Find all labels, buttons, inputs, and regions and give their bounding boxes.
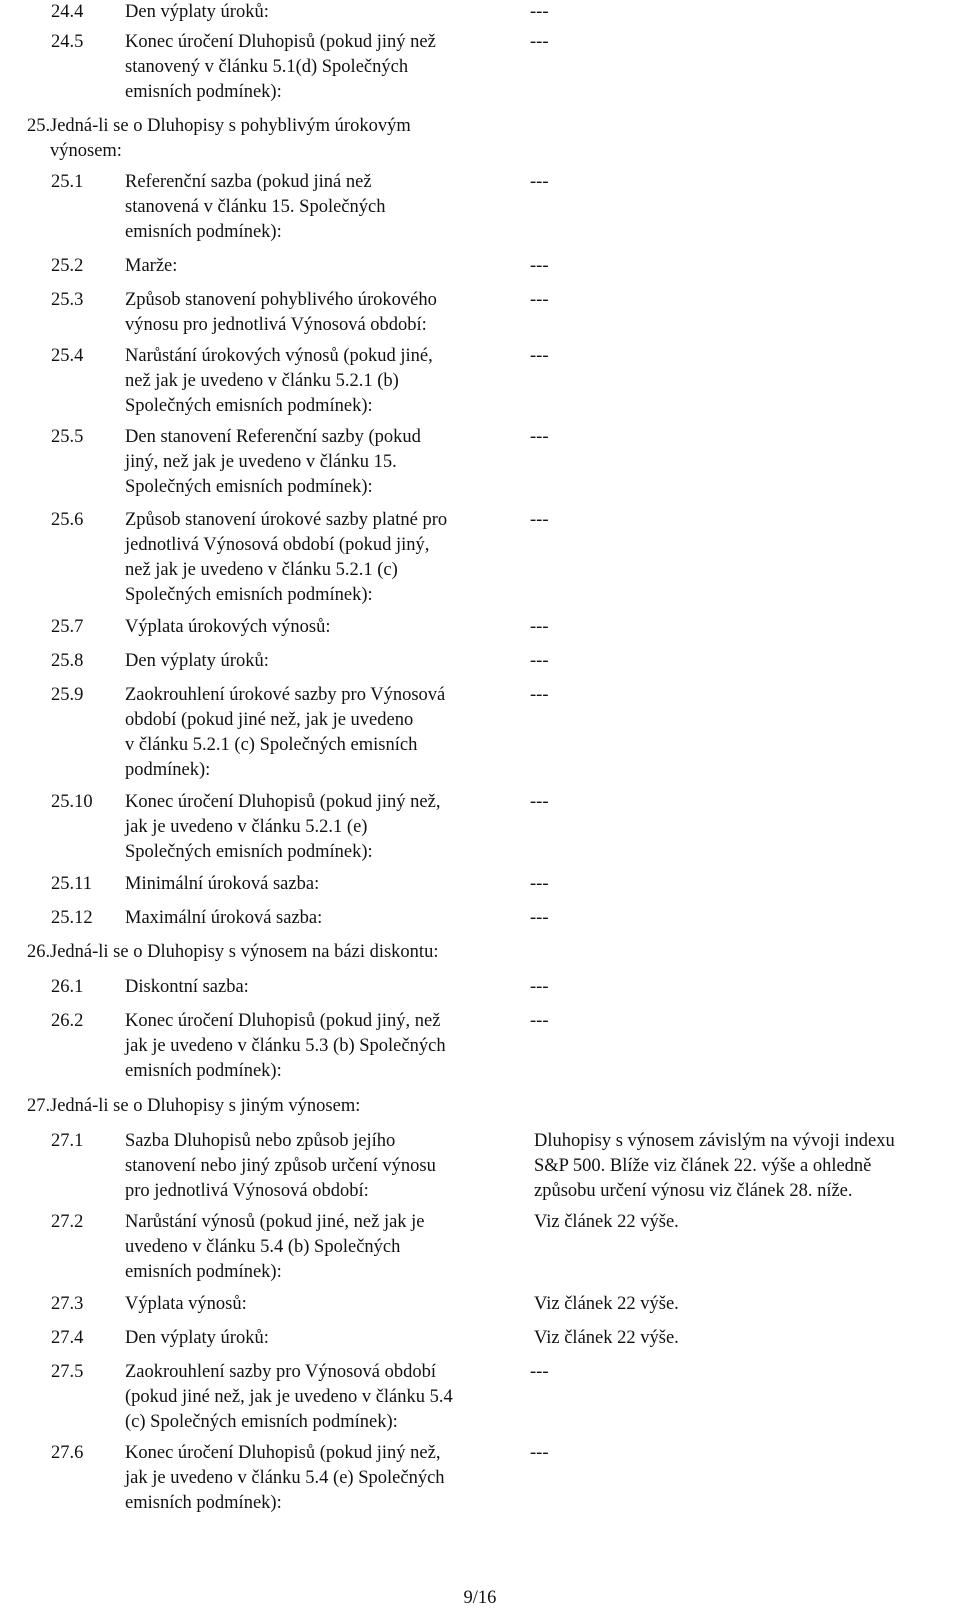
item-label-line: emisních podmínek):: [125, 82, 282, 102]
item-label-line: Jedná-li se o Dluhopisy s výnosem na bázi diskontu:: [50, 942, 439, 962]
item-number: 25.8: [51, 651, 84, 671]
item-label-line: v článku 5.2.1 (c) Společných emisních: [125, 735, 418, 755]
item-label-line: Sazba Dluhopisů nebo způsob jejího: [125, 1131, 396, 1151]
item-label-line: jiný, než jak je uvedeno v článku 15.: [125, 452, 397, 472]
item-number: 25.3: [51, 290, 84, 310]
item-label-line: Den výplaty úroků:: [125, 651, 269, 671]
item-label-line: Společných emisních podmínek):: [125, 477, 373, 497]
item-value: S&P 500. Blíže viz článek 22. výše a ohledně: [534, 1156, 872, 1176]
item-value: ---: [530, 427, 549, 447]
item-number: 24.5: [51, 32, 84, 52]
item-number: 25.11: [51, 874, 92, 894]
item-number: 25.: [27, 116, 51, 136]
item-number: 25.10: [51, 792, 93, 812]
item-number: 27.6: [51, 1443, 84, 1463]
item-number: 27.5: [51, 1362, 84, 1382]
item-value: ---: [530, 685, 549, 705]
item-label-line: Marže:: [125, 256, 178, 276]
item-label-line: Výplata výnosů:: [125, 1294, 247, 1314]
item-label-line: emisních podmínek):: [125, 1493, 282, 1513]
item-label-line: stanovení nebo jiný způsob určení výnosu: [125, 1156, 436, 1176]
item-number: 25.1: [51, 172, 84, 192]
item-value: ---: [530, 510, 549, 530]
item-label-line: Jedná-li se o Dluhopisy s jiným výnosem:: [50, 1096, 361, 1116]
item-label-line: Referenční sazba (pokud jiná než: [125, 172, 372, 192]
item-label-line: Společných emisních podmínek):: [125, 585, 373, 605]
item-number: 25.7: [51, 617, 84, 637]
item-label-line: stanovená v článku 15. Společných: [125, 197, 386, 217]
item-label-line: Výplata úrokových výnosů:: [125, 617, 331, 637]
item-label-line: Minimální úroková sazba:: [125, 874, 320, 894]
item-label-line: Způsob stanovení pohyblivého úrokového: [125, 290, 437, 310]
item-label-line: Konec úročení Dluhopisů (pokud jiný než,: [125, 1443, 441, 1463]
item-label-line: Maximální úroková sazba:: [125, 908, 323, 928]
item-value: ---: [530, 908, 549, 928]
item-value: ---: [530, 1443, 549, 1463]
item-label-line: emisních podmínek):: [125, 222, 282, 242]
item-label-line: jak je uvedeno v článku 5.2.1 (e): [125, 817, 368, 837]
item-number: 25.9: [51, 685, 84, 705]
item-label-line: výnosem:: [50, 141, 122, 161]
item-label-line: podmínek):: [125, 760, 211, 780]
item-label-line: Den výplaty úroků:: [125, 1328, 269, 1348]
item-number: 25.4: [51, 346, 84, 366]
item-label-line: období (pokud jiné než, jak je uvedeno: [125, 710, 414, 730]
item-label-line: Den výplaty úroků:: [125, 2, 269, 22]
item-value: Viz článek 22 výše.: [534, 1212, 679, 1232]
item-label-line: jak je uvedeno v článku 5.4 (e) Společných: [125, 1468, 445, 1488]
item-label-line: pro jednotlivá Výnosová období:: [125, 1181, 369, 1201]
item-value: ---: [530, 874, 549, 894]
item-value: ---: [530, 290, 549, 310]
item-number: 27.2: [51, 1212, 84, 1232]
item-value: Viz článek 22 výše.: [534, 1328, 679, 1348]
item-value: Viz článek 22 výše.: [534, 1294, 679, 1314]
item-number: 26.2: [51, 1011, 84, 1031]
item-label-line: Den stanovení Referenční sazby (pokud: [125, 427, 421, 447]
item-number: 25.2: [51, 256, 84, 276]
page-number: 9/16: [463, 1588, 497, 1608]
item-label-line: Společných emisních podmínek):: [125, 396, 373, 416]
item-number: 24.4: [51, 2, 84, 22]
item-value: ---: [530, 651, 549, 671]
item-value: ---: [530, 256, 549, 276]
item-value: Dluhopisy s výnosem závislým na vývoji indexu: [534, 1131, 895, 1151]
item-number: 27.4: [51, 1328, 84, 1348]
item-number: 27.: [27, 1096, 51, 1116]
item-value: ---: [530, 1011, 549, 1031]
item-number: 25.6: [51, 510, 84, 530]
item-value: ---: [530, 1362, 549, 1382]
item-label-line: Zaokrouhlení úrokové sazby pro Výnosová: [125, 685, 446, 705]
item-number: 26.: [27, 942, 51, 962]
item-label-line: Zaokrouhlení sazby pro Výnosová období: [125, 1362, 437, 1382]
item-label-line: uvedeno v článku 5.4 (b) Společných: [125, 1237, 401, 1257]
item-label-line: jak je uvedeno v článku 5.3 (b) Společných: [125, 1036, 446, 1056]
item-label-line: emisních podmínek):: [125, 1262, 282, 1282]
item-label-line: Konec úročení Dluhopisů (pokud jiný než,: [125, 792, 441, 812]
item-label-line: jednotlivá Výnosová období (pokud jiný,: [125, 535, 430, 555]
item-label-line: Diskontní sazba:: [125, 977, 249, 997]
item-value: ---: [530, 977, 549, 997]
item-number: 27.1: [51, 1131, 84, 1151]
item-label-line: Narůstání výnosů (pokud jiné, než jak je: [125, 1212, 425, 1232]
item-number: 26.1: [51, 977, 84, 997]
item-label-line: Narůstání úrokových výnosů (pokud jiné,: [125, 346, 433, 366]
item-label-line: Jedná-li se o Dluhopisy s pohyblivým úrokovým: [50, 116, 411, 136]
item-value: ---: [530, 2, 549, 22]
item-label-line: (pokud jiné než, jak je uvedeno v článku 5.4: [125, 1387, 453, 1407]
item-label-line: než jak je uvedeno v článku 5.2.1 (c): [125, 560, 398, 580]
item-number: 25.5: [51, 427, 84, 447]
item-value: ---: [530, 32, 549, 52]
item-label-line: než jak je uvedeno v článku 5.2.1 (b): [125, 371, 399, 391]
item-label-line: výnosu pro jednotlivá Výnosová období:: [125, 315, 427, 335]
item-value: způsobu určení výnosu viz článek 28. níže.: [534, 1181, 853, 1201]
item-label-line: Způsob stanovení úrokové sazby platné pro: [125, 510, 448, 530]
item-label-line: (c) Společných emisních podmínek):: [125, 1412, 398, 1432]
item-number: 25.12: [51, 908, 93, 928]
item-label-line: stanovený v článku 5.1(d) Společných: [125, 57, 409, 77]
item-value: ---: [530, 346, 549, 366]
item-label-line: emisních podmínek):: [125, 1061, 282, 1081]
item-label-line: Konec úročení Dluhopisů (pokud jiný, než: [125, 1011, 441, 1031]
item-label-line: Konec úročení Dluhopisů (pokud jiný než: [125, 32, 436, 52]
item-number: 27.3: [51, 1294, 84, 1314]
item-label-line: Společných emisních podmínek):: [125, 842, 373, 862]
item-value: ---: [530, 792, 549, 812]
item-value: ---: [530, 172, 549, 192]
item-value: ---: [530, 617, 549, 637]
